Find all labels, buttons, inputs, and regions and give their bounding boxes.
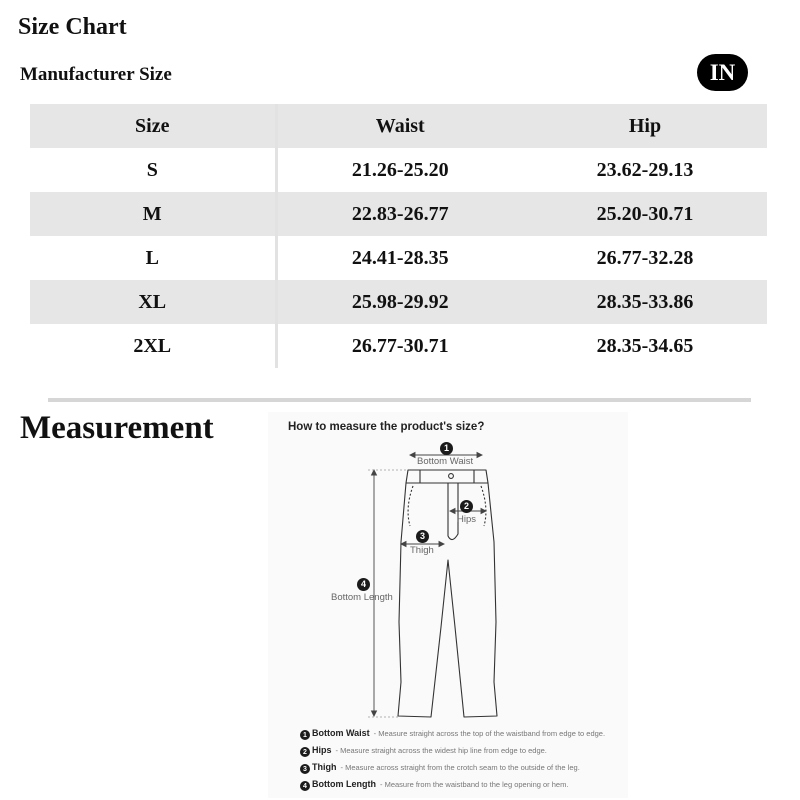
size-cell: L [30, 236, 276, 280]
table-row [30, 280, 767, 324]
size-cell: M [30, 192, 276, 236]
legend-number-badge: 4 [300, 781, 310, 791]
thigh-label: Thigh [410, 545, 434, 556]
diagram-question: How to measure the product's size? [288, 421, 485, 433]
legend-name: Hips [312, 745, 332, 755]
table-row [30, 148, 767, 192]
hips-label: Hips [457, 514, 477, 525]
table-row [30, 324, 767, 368]
table-row [30, 192, 767, 236]
hip-cell: 25.20-30.71 [596, 202, 694, 225]
size-cell: XL [30, 280, 276, 324]
table-subtitle: Manufacturer Size [20, 64, 172, 85]
table-row [30, 236, 767, 280]
legend-number-badge: 3 [300, 764, 310, 774]
measurement-heading: Measurement [20, 410, 214, 446]
size-table [30, 104, 769, 368]
waist-label: Bottom Waist [417, 456, 474, 467]
measurement-legend [300, 728, 626, 796]
legend-description: - Measure straight across the top of the waistband from edge to edge. [373, 729, 606, 738]
section-divider [48, 398, 751, 402]
page-title: Size Chart [18, 14, 127, 40]
hip-cell: 26.77-32.28 [596, 246, 694, 269]
column-header-waist: Waist [375, 114, 425, 137]
hips-number-badge: 2 [460, 500, 473, 513]
waist-cell: 24.41-28.35 [351, 246, 449, 269]
legend-description: - Measure from the waistband to the leg opening or hem. [379, 780, 569, 789]
legend-item [300, 762, 626, 779]
hip-cell: 23.62-29.13 [596, 158, 694, 181]
table-header-row [30, 104, 767, 148]
size-cell: S [30, 148, 276, 192]
legend-number-badge: 2 [300, 747, 310, 757]
unit-badge[interactable]: IN [697, 54, 748, 91]
waist-cell: 25.98-29.92 [351, 290, 449, 313]
legend-name: Bottom Length [312, 779, 376, 789]
waist-number-badge: 1 [440, 442, 453, 455]
length-number-badge: 4 [357, 578, 370, 591]
waist-cell: 22.83-26.77 [351, 202, 449, 225]
waist-cell: 26.77-30.71 [351, 334, 449, 357]
legend-item [300, 745, 626, 762]
legend-description: - Measure straight across the widest hip line from edge to edge. [335, 746, 547, 755]
legend-name: Thigh [312, 762, 337, 772]
size-cell: 2XL [30, 324, 276, 368]
legend-name: Bottom Waist [312, 728, 370, 738]
column-header-size: Size [30, 104, 276, 148]
column-header-hip: Hip [628, 114, 662, 137]
hip-cell: 28.35-33.86 [596, 290, 694, 313]
legend-number-badge: 1 [300, 730, 310, 740]
length-label: Bottom Length [331, 592, 393, 603]
hip-cell: 28.35-34.65 [596, 334, 694, 357]
legend-item [300, 779, 626, 796]
thigh-number-badge: 3 [416, 530, 429, 543]
waist-cell: 21.26-25.20 [351, 158, 449, 181]
legend-item [300, 728, 626, 745]
measurement-diagram [268, 412, 628, 798]
legend-description: - Measure across straight from the crotch seam to the outside of the leg. [340, 763, 580, 772]
